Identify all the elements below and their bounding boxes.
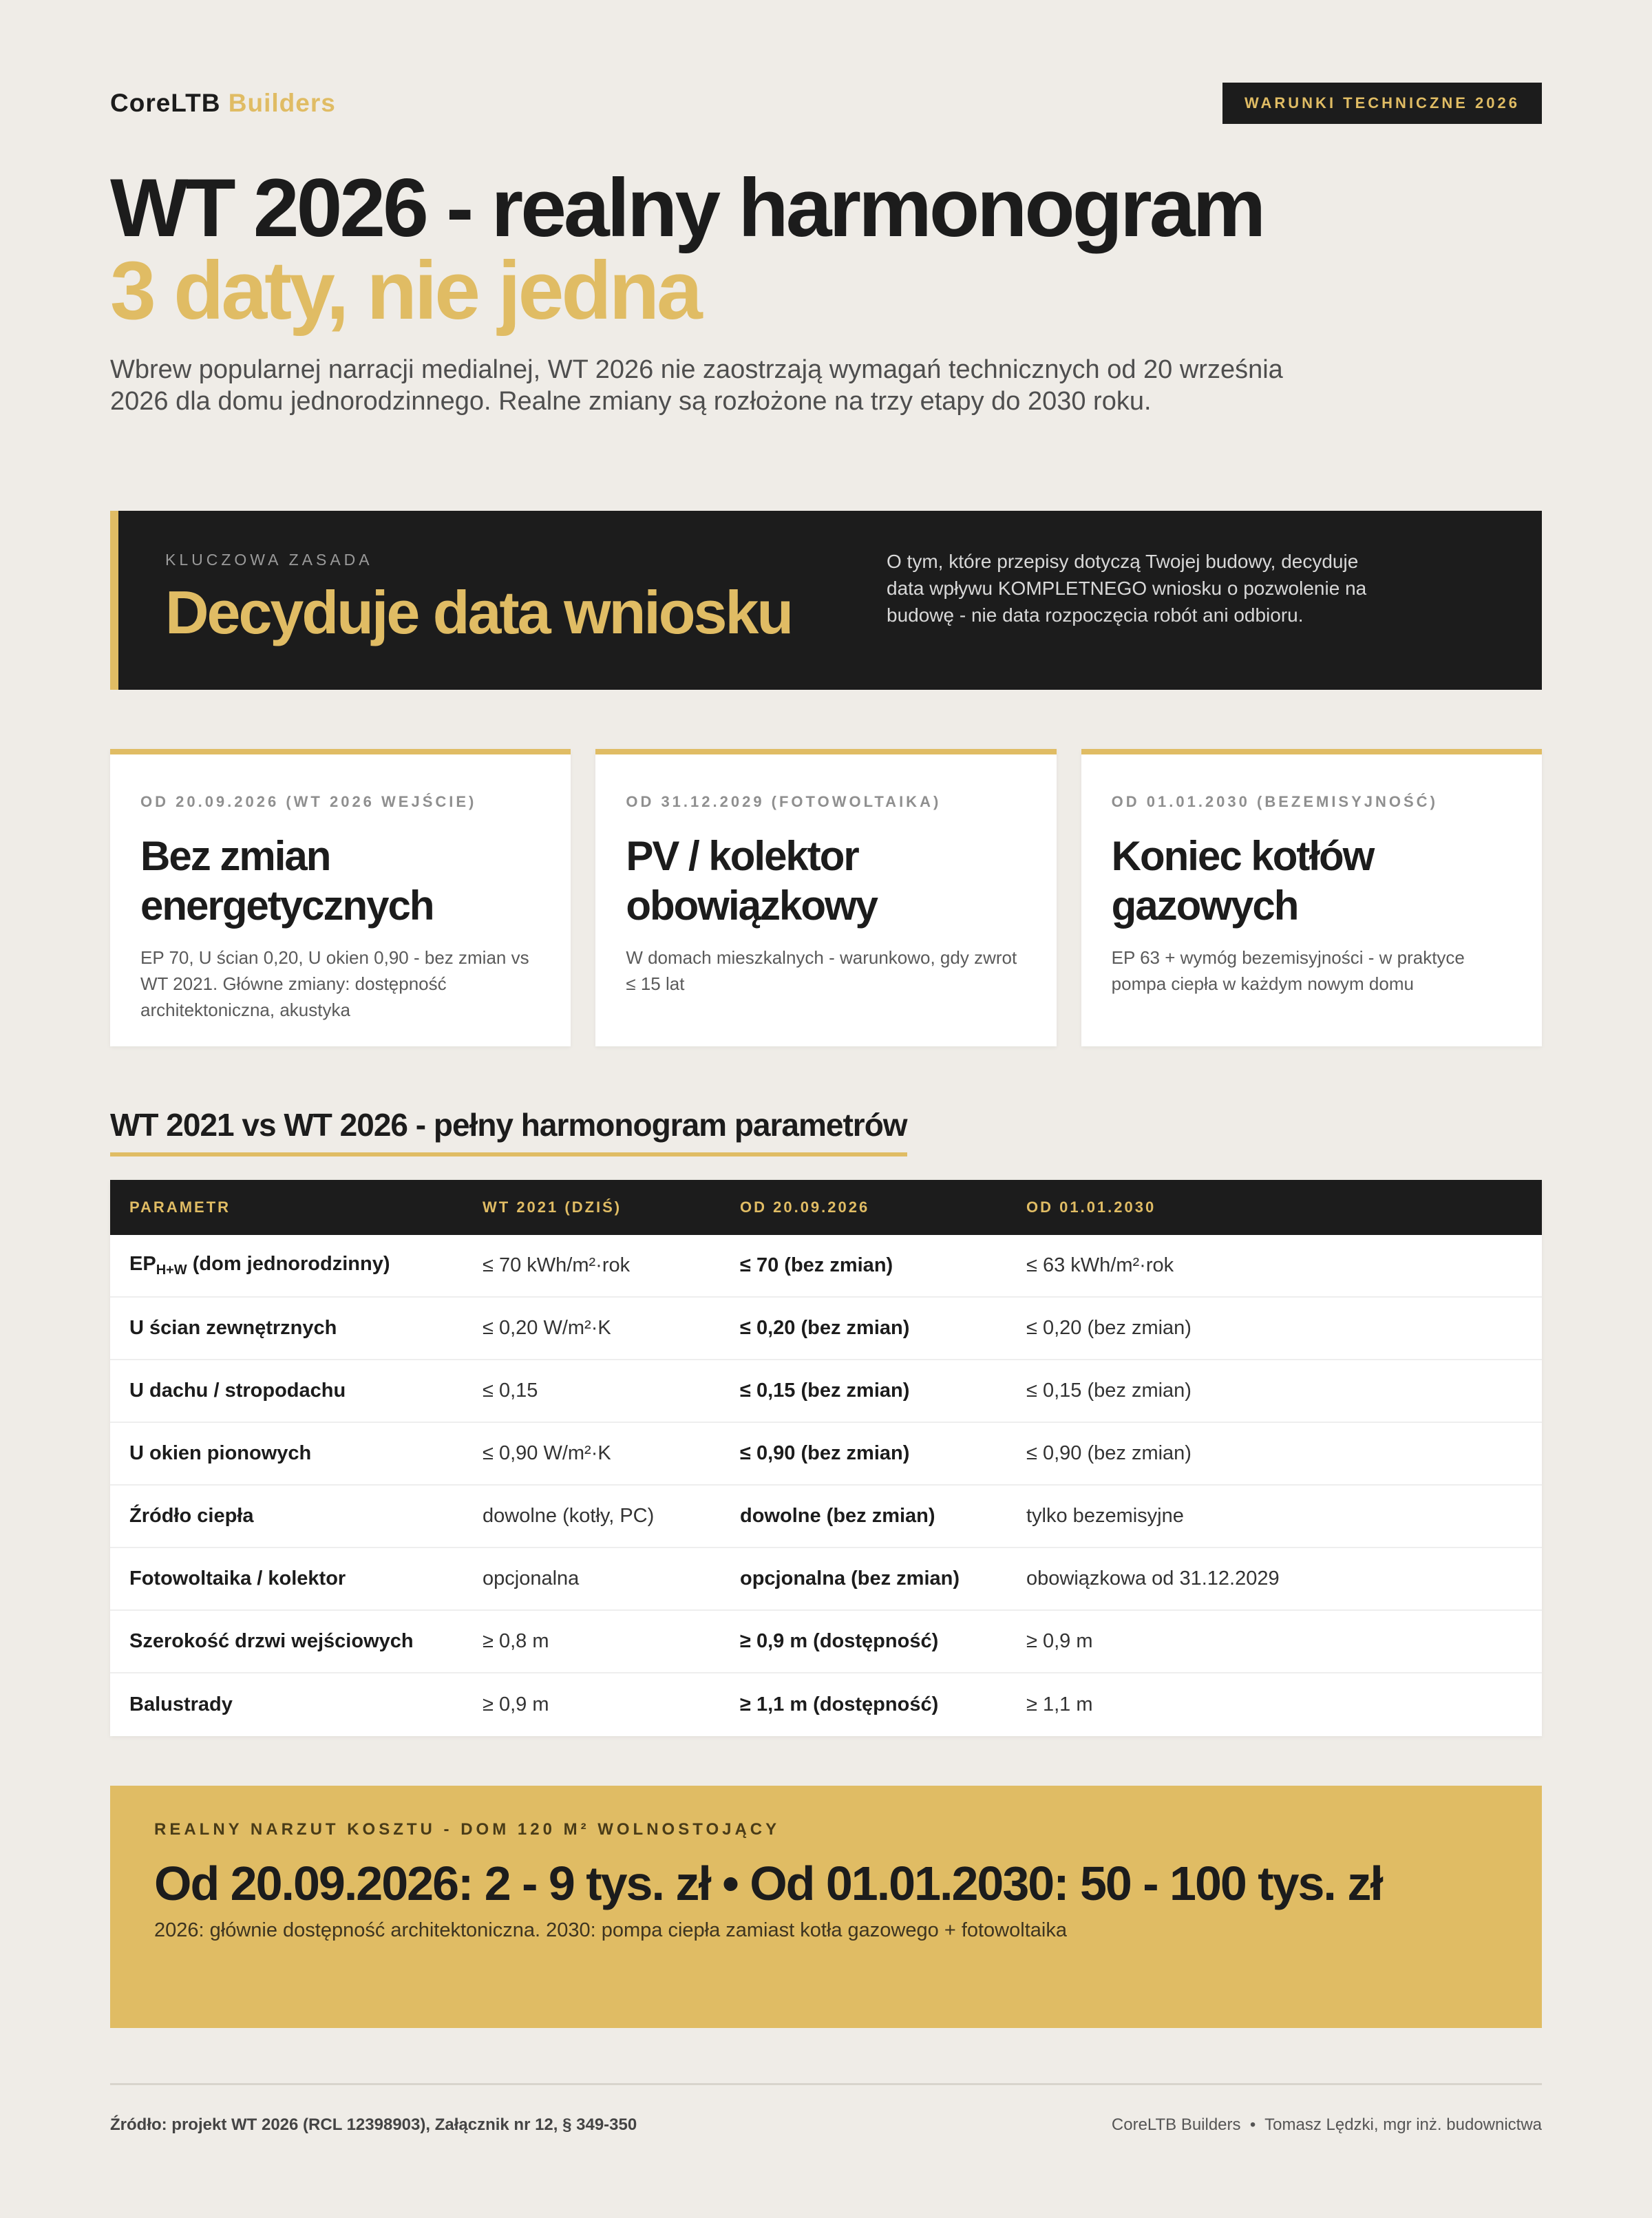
table-row xyxy=(110,1548,1542,1611)
param-cell: U okien pionowych xyxy=(129,1442,312,1464)
param-cell: Szerokość drzwi wejściowych xyxy=(129,1630,414,1652)
cost-description: 2026: głównie dostępność architektoniczna. 2030: pompa ciepła zamiast kotła gazowego + fotowoltaika xyxy=(154,1919,1067,1941)
brand-accent: Builders xyxy=(228,89,336,117)
milestone-heading: PV / kolektor obowiązkowy xyxy=(626,833,878,929)
key-principle-headline: Decyduje data wniosku xyxy=(165,578,792,646)
milestone-date: OD 01.01.2030 (BEZEMISYJNOŚĆ) xyxy=(1111,793,1438,810)
table-header-row xyxy=(110,1180,1542,1235)
param-subscript: H+W xyxy=(156,1263,187,1278)
milestone-date: OD 20.09.2026 (WT 2026 WEJŚCIE) xyxy=(140,793,477,810)
od2026-cell: ≤ 0,15 (bez zmian) xyxy=(740,1380,910,1402)
od2030-cell: tylko bezemisyjne xyxy=(1026,1505,1184,1527)
table-row xyxy=(110,1423,1542,1486)
od2026-cell: ≥ 1,1 m (dostępność) xyxy=(740,1693,939,1715)
header-od2026: OD 20.09.2026 xyxy=(740,1198,870,1216)
od2030-cell: ≤ 63 kWh/m²·rok xyxy=(1026,1254,1174,1276)
od2030-cell: ≤ 0,90 (bez zmian) xyxy=(1026,1442,1192,1464)
wt2021-cell: ≤ 0,20 W/m²·K xyxy=(483,1317,611,1339)
wt2021-cell: ≥ 0,8 m xyxy=(483,1630,549,1652)
table-row xyxy=(110,1360,1542,1423)
milestone-description: EP 63 + wymóg bezemisyjności - w praktyce pompa ciepła w każdym nowym domu xyxy=(1111,947,1465,994)
milestone-card xyxy=(110,749,571,1046)
od2026-cell: ≤ 70 (bez zmian) xyxy=(740,1254,893,1276)
header-parametr: PARAMETR xyxy=(129,1198,231,1216)
milestone-description: EP 70, U ścian 0,20, U okien 0,90 - bez zmian vs WT 2021. Główne zmiany: dostępność architektoniczna, akustyka xyxy=(140,947,529,1020)
milestone-heading: Koniec kotłów gazowych xyxy=(1111,833,1374,929)
milestone-card xyxy=(1081,749,1542,1046)
header-od2030: OD 01.01.2030 xyxy=(1026,1198,1156,1216)
lead-paragraph: Wbrew popularnej narracji medialnej, WT 2026 nie zaostrzają wymagań technicznych od 20 września 2026 dla domu jednorodzinnego. Realne zmiany są rozłożone na trzy etapy do 2030 roku. xyxy=(110,355,1283,416)
param-suffix: (dom jednorodzinny) xyxy=(187,1253,390,1275)
milestone-cards xyxy=(110,749,1542,1046)
header-wt2021: WT 2021 (DZIŚ) xyxy=(483,1198,622,1216)
wt2021-cell: ≤ 70 kWh/m²·rok xyxy=(483,1254,631,1276)
cost-summary-box xyxy=(110,1786,1542,2028)
od2026-cell: ≥ 0,9 m (dostępność) xyxy=(740,1630,939,1652)
od2026-cell: ≤ 0,90 (bez zmian) xyxy=(740,1442,910,1464)
wt2021-cell: ≤ 0,90 W/m²·K xyxy=(483,1442,611,1464)
table-row xyxy=(110,1673,1542,1736)
key-principle-description: O tym, które przepisy dotyczą Twojej budowy, decyduje data wpływu KOMPLETNEGO wniosku o pozwolenie na budowę - nie data rozpoczęcia robót ani odbioru. xyxy=(887,551,1367,626)
brand-main: CoreLTB xyxy=(110,89,221,117)
key-principle-kicker: KLUCZOWA ZASADA xyxy=(165,551,373,569)
source-note: Źródło: projekt WT 2026 (RCL 12398903), Załącznik nr 12, § 349-350 xyxy=(110,2115,637,2134)
od2030-cell: ≥ 0,9 m xyxy=(1026,1630,1093,1652)
milestone-date: OD 31.12.2029 (FOTOWOLTAIKA) xyxy=(626,793,942,810)
page-subtitle: 3 daty, nie jedna xyxy=(110,244,700,337)
od2030-cell: ≤ 0,20 (bez zmian) xyxy=(1026,1317,1192,1339)
od2026-cell: dowolne (bez zmian) xyxy=(740,1505,935,1527)
key-principle-box xyxy=(110,511,1542,690)
od2030-cell: ≥ 1,1 m xyxy=(1026,1693,1093,1715)
wt2021-cell: ≤ 0,15 xyxy=(483,1380,538,1402)
author-credit: CoreLTB Builders • Tomasz Lędzki, mgr inż. budownictwa xyxy=(1111,2115,1542,2134)
milestone-heading: Bez zmian energetycznych xyxy=(140,833,434,929)
milestone-card xyxy=(595,749,1056,1046)
param-symbol: EP xyxy=(129,1253,156,1275)
cost-kicker: REALNY NARZUT KOSZTU - DOM 120 M² WOLNOSTOJĄCY xyxy=(154,1820,781,1839)
param-cell: U ścian zewnętrznych xyxy=(129,1317,337,1339)
table-row xyxy=(110,1298,1542,1360)
comparison-section-title: WT 2021 vs WT 2026 - pełny harmonogram parametrów xyxy=(110,1104,907,1156)
wt2021-cell: dowolne (kotły, PC) xyxy=(483,1505,655,1527)
table-row xyxy=(110,1611,1542,1673)
comparison-table xyxy=(110,1180,1542,1736)
table-row xyxy=(110,1235,1542,1298)
table-row xyxy=(110,1486,1542,1548)
milestone-description: W domach mieszkalnych - warunkowo, gdy zwrot ≤ 15 lat xyxy=(626,947,1017,994)
footer xyxy=(110,2083,1542,2135)
od2030-cell: ≤ 0,15 (bez zmian) xyxy=(1026,1380,1192,1402)
param-cell: U dachu / stropodachu xyxy=(129,1380,346,1402)
wt2021-cell: opcjonalna xyxy=(483,1567,580,1589)
brand-logo xyxy=(110,89,336,118)
od2026-cell: ≤ 0,20 (bez zmian) xyxy=(740,1317,910,1339)
od2026-cell: opcjonalna (bez zmian) xyxy=(740,1567,960,1589)
param-cell: Źródło ciepła xyxy=(129,1505,254,1527)
cost-headline: Od 20.09.2026: 2 - 9 tys. zł • Od 01.01.2030: 50 - 100 tys. zł xyxy=(154,1857,1382,1910)
od2030-cell: obowiązkowa od 31.12.2029 xyxy=(1026,1567,1280,1589)
wt2021-cell: ≥ 0,9 m xyxy=(483,1693,549,1715)
category-badge: WARUNKI TECHNICZNE 2026 xyxy=(1222,83,1542,124)
page-title: WT 2026 - realny harmonogram xyxy=(110,162,1264,254)
param-cell: Fotowoltaika / kolektor xyxy=(129,1567,346,1589)
top-bar xyxy=(110,83,1542,124)
param-cell: Balustrady xyxy=(129,1693,233,1715)
param-cell xyxy=(110,1253,483,1278)
